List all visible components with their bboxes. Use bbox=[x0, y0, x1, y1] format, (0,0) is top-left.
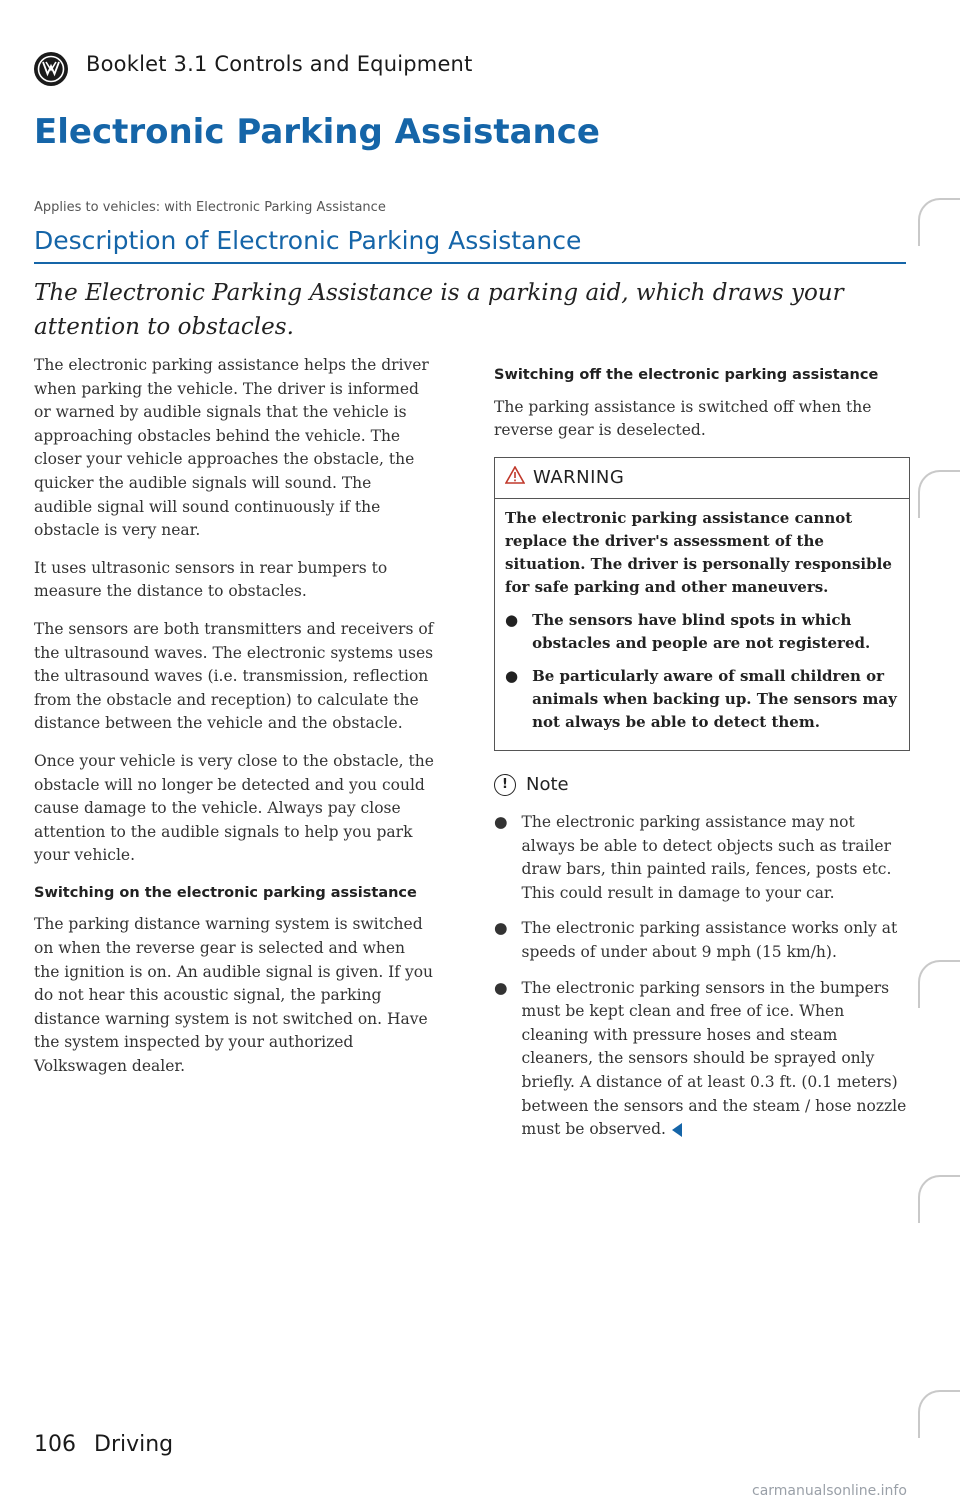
list-item-text-content: The electronic parking sensors in the bumpers must be kept clean and free of ice. When cleaning with pressure hoses and steam cleaners, the sensors should be sprayed only briefly. A distance of at least 0.3 ft. (0.1 meters) between the sensors and the steam / hose nozzle must be observed. bbox=[521, 978, 907, 1139]
edge-tab bbox=[918, 470, 960, 518]
list-item bbox=[505, 609, 899, 655]
list-item bbox=[494, 917, 910, 964]
list-item-text: The sensors have blind spots in which obstacles and people are not registered. bbox=[532, 611, 871, 653]
warning-box bbox=[494, 457, 910, 752]
section-subtitle: Description of Electronic Parking Assistance bbox=[34, 226, 582, 255]
warning-label: WARNING bbox=[533, 467, 625, 489]
paragraph: The electronic parking assistance helps the driver when parking the vehicle. The driver is informed or warned by audible signals that the vehicle is approaching obstacles behind the vehicle. The closer your vehicle approaches the obstacle, the quicker the audible signals will sound. The audible signal will sound continuously if the obstacle is very near. bbox=[34, 356, 429, 540]
note-header bbox=[494, 773, 910, 797]
bullet-icon: ● bbox=[494, 812, 508, 831]
bullet-icon: ● bbox=[494, 919, 508, 938]
paragraph: Once your vehicle is very close to the obstacle, the obstacle will no longer be detected and you could cause damage to the vehicle. Always pay close attention to the audible signals to help you park your vehicle. bbox=[34, 751, 434, 865]
note-list bbox=[494, 811, 910, 1142]
page-title: Electronic Parking Assistance bbox=[34, 112, 600, 152]
note-icon: ! bbox=[494, 774, 516, 796]
page-footer bbox=[34, 1432, 173, 1457]
list-item bbox=[494, 977, 910, 1142]
warning-triangle-icon bbox=[505, 466, 525, 491]
note-label: Note bbox=[526, 774, 569, 796]
paragraph: The parking assistance is switched off when the reverse gear is deselected. bbox=[494, 397, 872, 440]
bullet-icon: ● bbox=[505, 611, 519, 630]
warning-text: The electronic parking assistance cannot replace the driver's assessment of the situation. The driver is personally responsible for safe parking and other maneuvers. bbox=[505, 509, 892, 597]
paragraph: It uses ultrasonic sensors in rear bumpers to measure the distance to obstacles. bbox=[34, 558, 388, 601]
switch-on-heading: Switching on the electronic parking assistance bbox=[34, 884, 417, 901]
edge-tab bbox=[918, 1390, 960, 1438]
right-column bbox=[494, 362, 910, 1154]
booklet-header: Booklet 3.1 Controls and Equipment bbox=[86, 52, 473, 76]
list-item bbox=[494, 811, 910, 905]
footer-section: Driving bbox=[94, 1432, 174, 1457]
warning-header bbox=[495, 458, 909, 500]
page-number: 106 bbox=[34, 1432, 76, 1457]
warning-body bbox=[495, 499, 909, 750]
list-item-text: The electronic parking assistance works only at speeds of under about 9 mph (15 km/h). bbox=[521, 919, 898, 961]
subtitle-rule bbox=[34, 262, 906, 264]
bullet-icon: ● bbox=[505, 667, 519, 686]
applies-to: Applies to vehicles: with Electronic Parking Assistance bbox=[34, 200, 386, 215]
list-item-text bbox=[522, 977, 910, 1142]
edge-tab bbox=[918, 198, 960, 246]
intro-text: The Electronic Parking Assistance is a parking aid, which draws your attention to obstacles. bbox=[34, 280, 844, 340]
list-item bbox=[505, 665, 899, 734]
vw-logo-icon bbox=[34, 52, 68, 86]
bullet-icon: ● bbox=[494, 978, 508, 997]
edge-tab bbox=[918, 1175, 960, 1223]
watermark: carmanualsonline.info bbox=[752, 1483, 907, 1499]
paragraph: The parking distance warning system is switched on when the reverse gear is selected and when the ignition is on. An audible signal is given. If you do not hear this acoustic signal, the parking distance warning system is not switched on. Have the system inspected by your authorized Volkswagen dealer. bbox=[34, 915, 434, 1076]
switch-off-heading: Switching off the electronic parking assistance bbox=[494, 367, 879, 383]
left-column bbox=[34, 354, 434, 1093]
edge-tab bbox=[918, 960, 960, 1008]
paragraph: The sensors are both transmitters and receivers of the ultrasound waves. The electronic systems uses the ultrasound waves (i.e. transmission, reflection from the obstacle and reception) to calculate the distance between the vehicle and the obstacle. bbox=[34, 619, 434, 733]
list-item-text: Be particularly aware of small children or animals when backing up. The sensors may not always be able to detect them. bbox=[532, 667, 897, 732]
list-item-text: The electronic parking assistance may not always be able to detect objects such as trailer draw bars, thin painted rails, fences, posts etc. This could result in damage to your car. bbox=[521, 812, 892, 902]
end-mark-icon bbox=[672, 1123, 682, 1137]
